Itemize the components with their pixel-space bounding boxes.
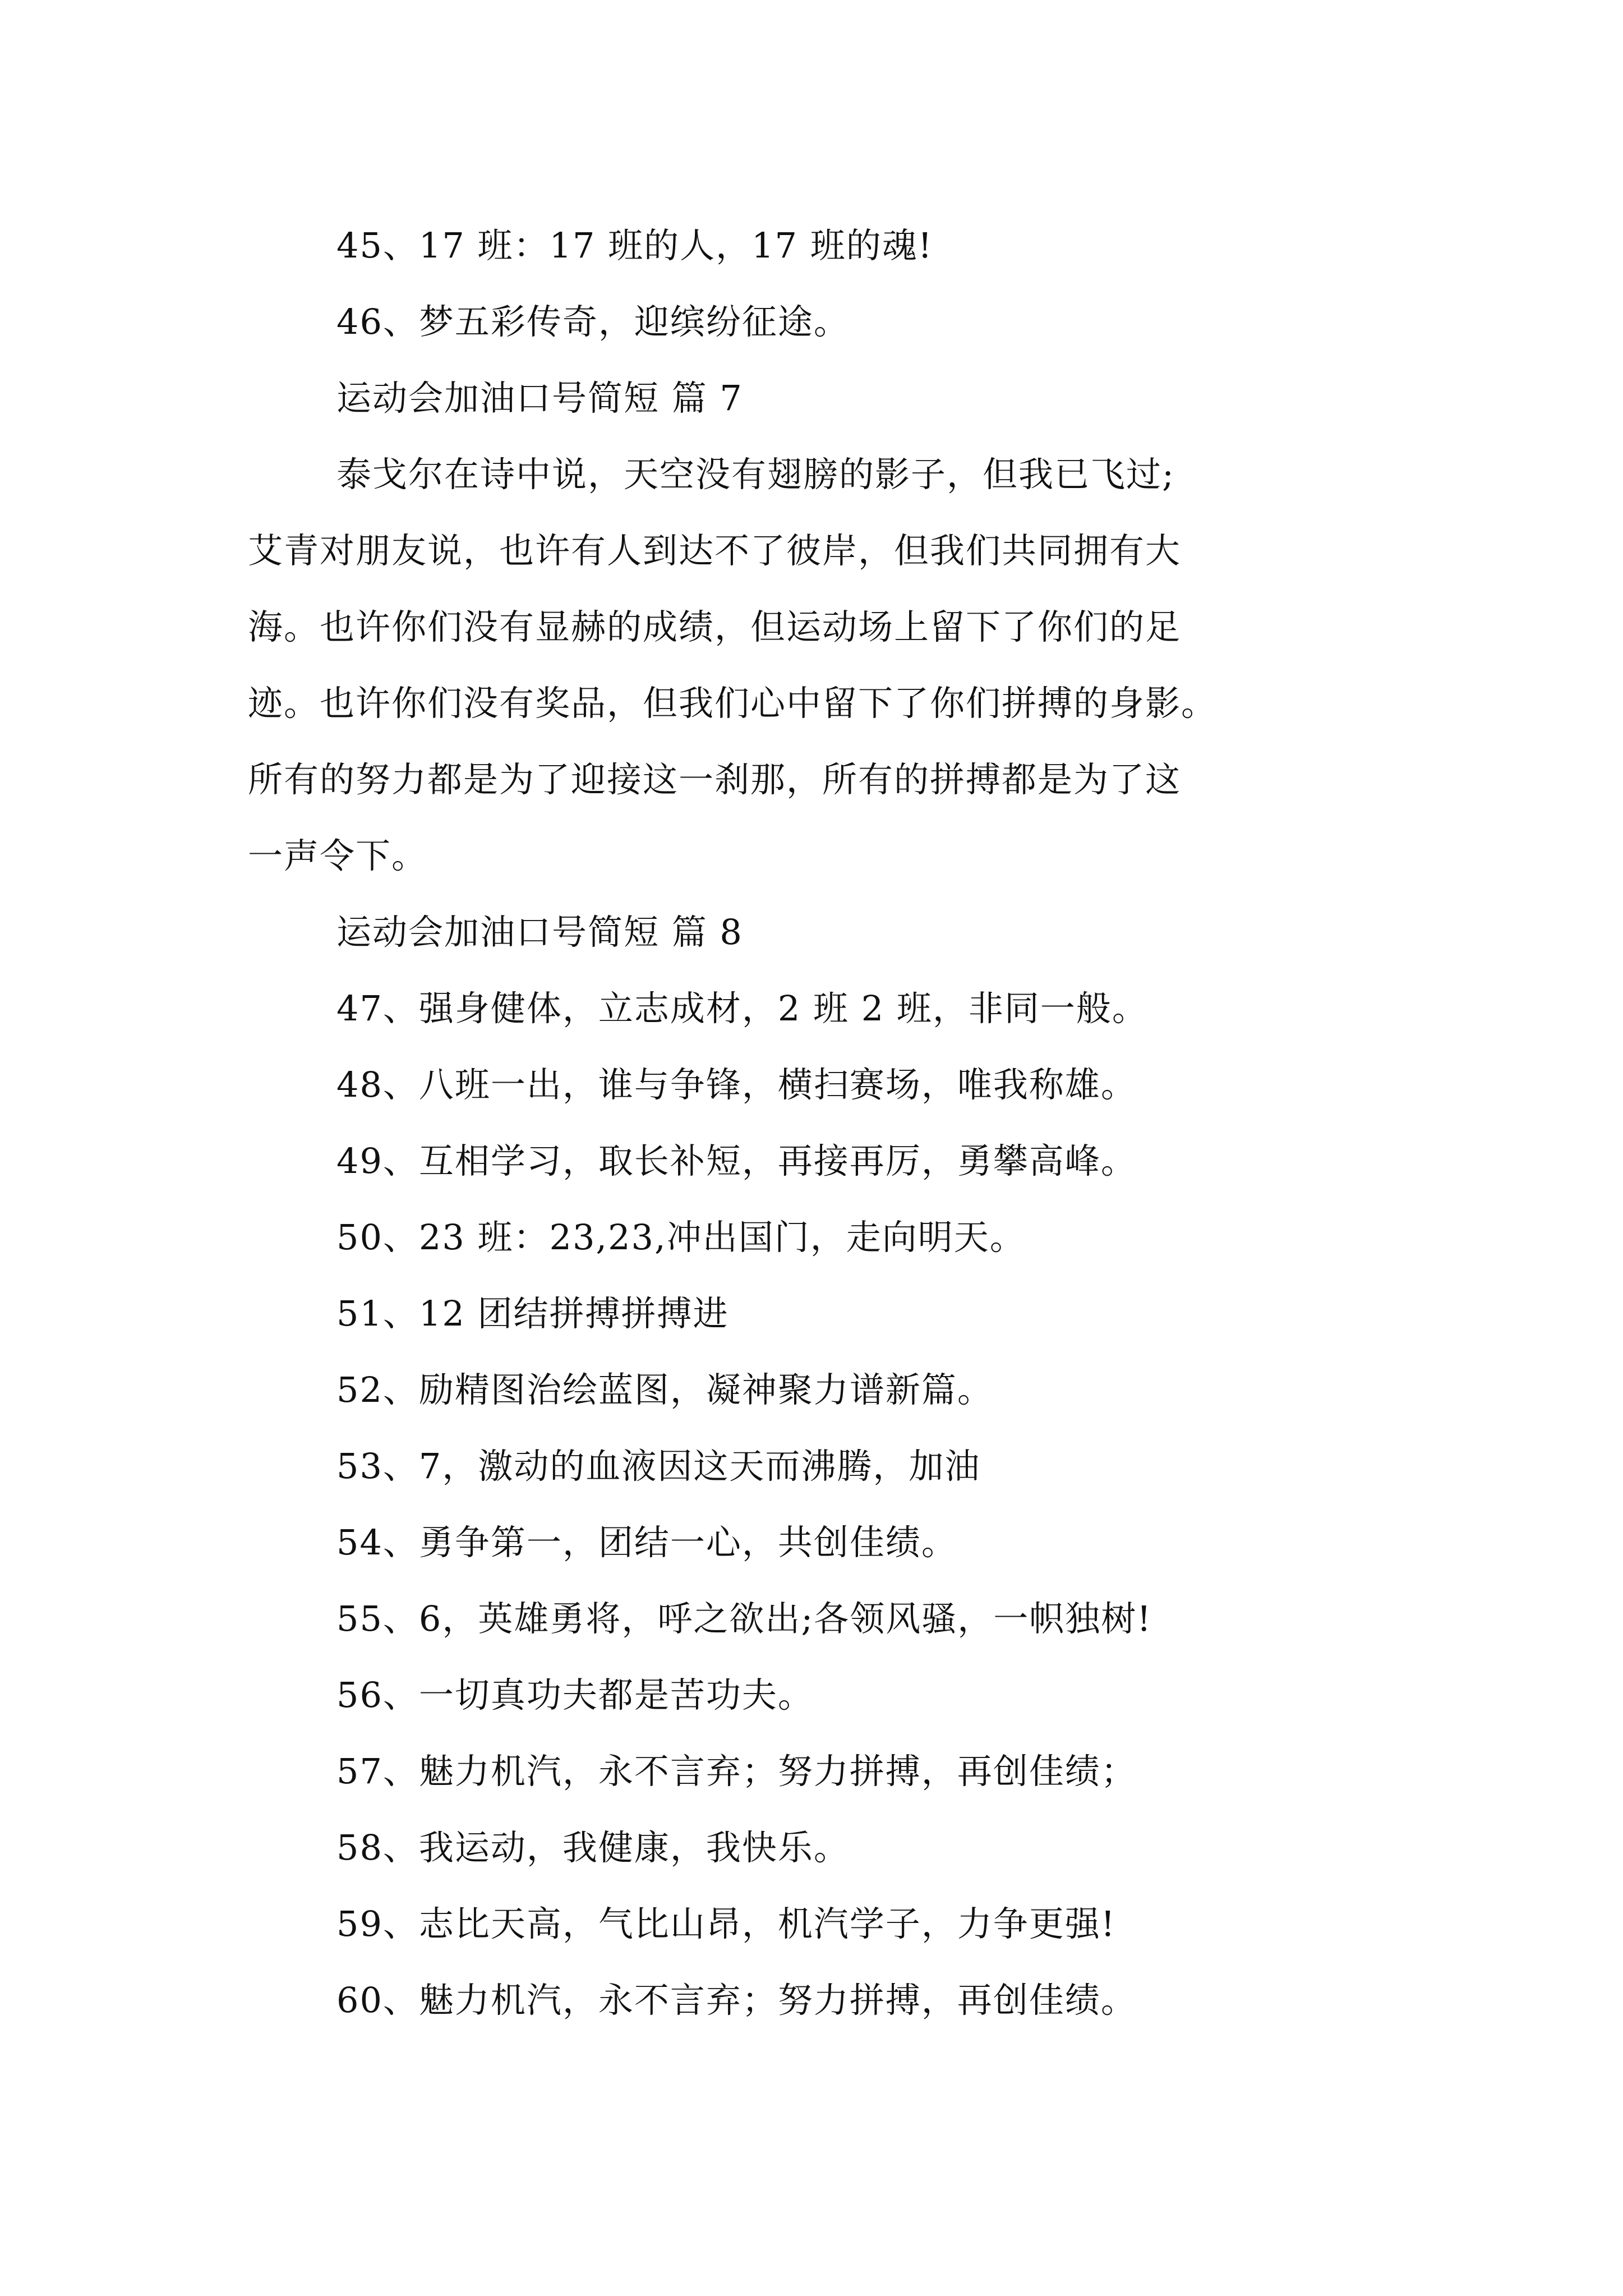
section-heading-7: 运动会加油口号简短 篇 7 [336, 378, 743, 418]
list-item-54: 54、勇争第一，团结一心，共创佳绩。 [336, 1522, 957, 1563]
list-item-58: 58、我运动，我健康，我快乐。 [336, 1827, 850, 1868]
list-item-53: 53、7，激动的血液因这天而沸腾，加油 [336, 1446, 981, 1487]
list-item-45: 45、17 班：17 班的人，17 班的魂! [336, 225, 933, 266]
section-heading-8: 运动会加油口号简短 篇 8 [336, 912, 743, 953]
list-item-60: 60、魅力机汽，永不言弃；努力拼搏，再创佳绩。 [336, 1980, 1137, 2021]
list-item-46: 46、梦五彩传奇，迎缤纷征途。 [336, 301, 850, 342]
list-item-57: 57、魅力机汽，永不言弃；努力拼搏，再创佳绩； [336, 1751, 1137, 1792]
list-item-50: 50、23 班：23,23,冲出国门，走向明天。 [336, 1217, 1026, 1258]
paragraph-line: 海。也许你们没有显赫的成绩，但运动场上留下了你们的足 [248, 606, 1182, 647]
list-item-55: 55、6，英雄勇将，呼之欲出;各领风骚，一帜独树! [336, 1598, 1152, 1639]
paragraph-line: 迹。也许你们没有奖品，但我们心中留下了你们拼搏的身影。 [248, 683, 1218, 724]
paragraph-line: 一声令下。 [248, 835, 428, 876]
paragraph-line: 艾青对朋友说，也许有人到达不了彼岸，但我们共同拥有大 [248, 530, 1182, 571]
list-item-48: 48、八班一出，谁与争锋，横扫赛场，唯我称雄。 [336, 1064, 1137, 1105]
list-item-59: 59、志比天高，气比山昂，机汽学子，力争更强! [336, 1903, 1116, 1944]
list-item-51: 51、12 团结拼搏拼搏进 [336, 1293, 729, 1334]
list-item-47: 47、强身健体，立志成材，2 班 2 班，非同一般。 [336, 988, 1148, 1029]
list-item-56: 56、一切真功夫都是苦功夫。 [336, 1674, 814, 1715]
list-item-52: 52、励精图治绘蓝图，凝神聚力谱新篇。 [336, 1369, 993, 1410]
list-item-49: 49、互相学习，取长补短，再接再厉，勇攀高峰。 [336, 1140, 1137, 1181]
paragraph-line: 所有的努力都是为了迎接这一刹那，所有的拼搏都是为了这 [248, 759, 1182, 800]
paragraph-line: 泰戈尔在诗中说，天空没有翅膀的影子，但我已飞过; [336, 454, 1175, 495]
